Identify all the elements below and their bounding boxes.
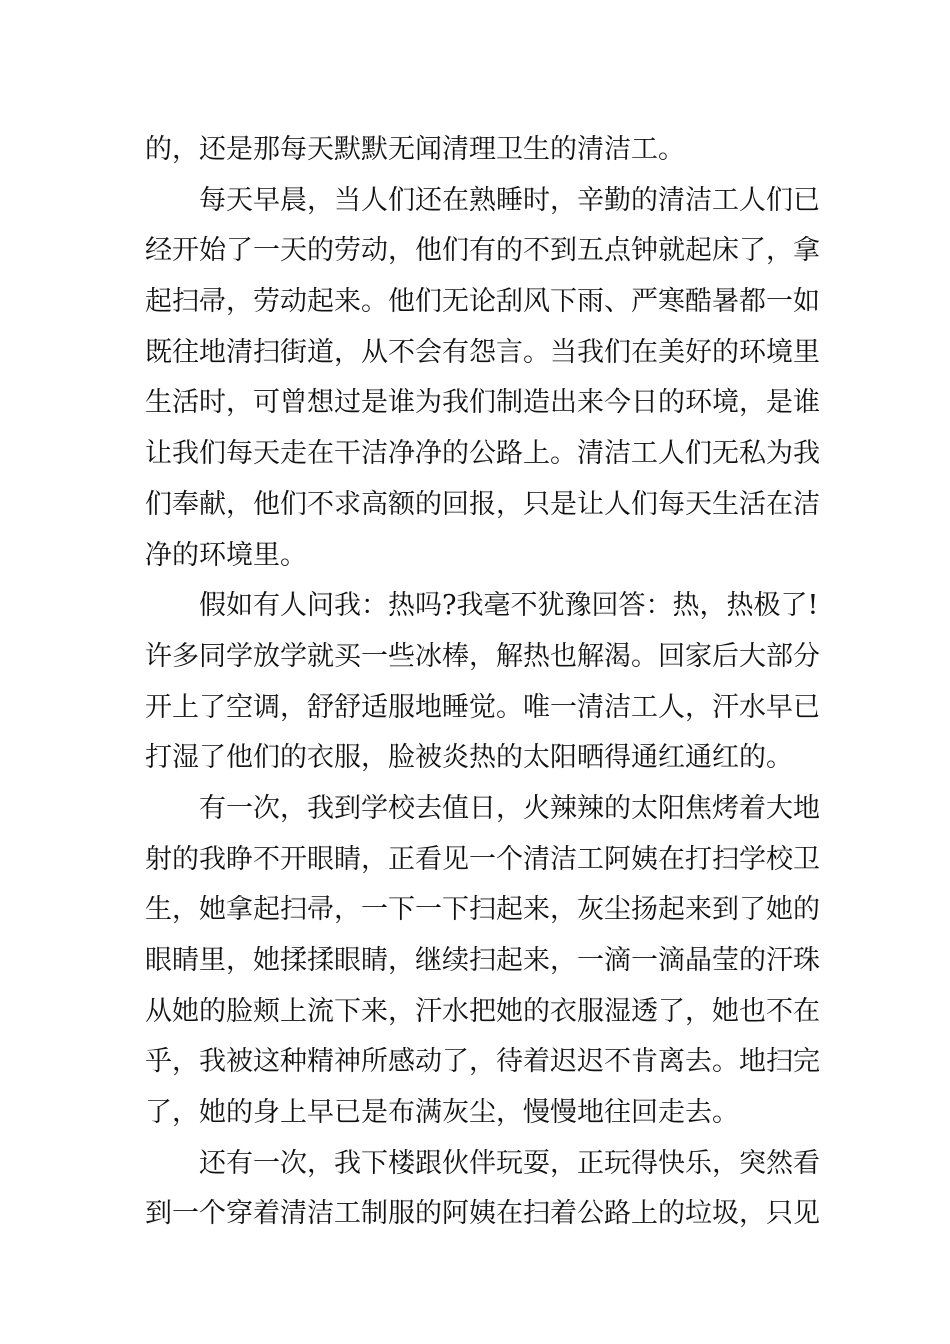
text-line: 射的我睁不开眼睛，正看见一个清洁工阿姨在打扫学校卫 bbox=[145, 843, 820, 875]
document-body bbox=[145, 125, 820, 1240]
text-line: 从她的脸颊上流下来，汗水把她的衣服湿透了，她也不在 bbox=[145, 995, 820, 1027]
text-line: 们奉献，他们不求高额的回报，只是让人们每天生活在洁 bbox=[145, 488, 820, 520]
text-line: 起扫帚，劳动起来。他们无论刮风下雨、严寒酷暑都一如 bbox=[145, 286, 820, 318]
text-line: 到一个穿着清洁工制服的阿姨在扫着公路上的垃圾，只见 bbox=[145, 1198, 820, 1230]
text-line: 既往地清扫街道，从不会有怨言。当我们在美好的环境里 bbox=[145, 336, 820, 368]
text-line: 打湿了他们的衣服，脸被炎热的太阳晒得通红通红的。 bbox=[145, 742, 793, 774]
text-line: 净的环境里。 bbox=[145, 539, 307, 571]
text-line: 乎，我被这种精神所感动了，待着迟迟不肯离去。地扫完 bbox=[145, 1046, 820, 1078]
text-line: 经开始了一天的劳动，他们有的不到五点钟就起床了，拿 bbox=[145, 235, 820, 267]
text-line: 还有一次，我下楼跟伙伴玩耍，正玩得快乐，突然看 bbox=[199, 1147, 820, 1179]
text-line: 每天早晨，当人们还在熟睡时，辛勤的清洁工人们已 bbox=[199, 184, 820, 216]
text-line: 眼睛里，她揉揉眼睛，继续扫起来，一滴一滴晶莹的汗珠 bbox=[145, 945, 820, 976]
text-line: 生活时，可曾想过是谁为我们制造出来今日的环境，是谁 bbox=[145, 387, 820, 419]
text-line: 假如有人问我：热吗?我毫不犹豫回答：热，热极了! bbox=[199, 590, 819, 622]
text-line: 让我们每天走在干洁净净的公路上。清洁工人们无私为我 bbox=[145, 438, 820, 470]
text-line: 有一次，我到学校去值日，火辣辣的太阳焦烤着大地 bbox=[199, 792, 820, 824]
text-line: 生，她拿起扫帚，一下一下扫起来，灰尘扬起来到了她的 bbox=[145, 894, 820, 926]
text-line: 开上了空调，舒舒适服地睡觉。唯一清洁工人，汗水早已 bbox=[145, 691, 820, 723]
text-line: 的，还是那每天默默无闻清理卫生的清洁工。 bbox=[145, 134, 685, 165]
text-line: 了，她的身上早已是布满灰尘，慢慢地往回走去。 bbox=[145, 1097, 739, 1129]
text-line: 许多同学放学就买一些冰棒，解热也解渴。回家后大部分 bbox=[145, 640, 820, 672]
